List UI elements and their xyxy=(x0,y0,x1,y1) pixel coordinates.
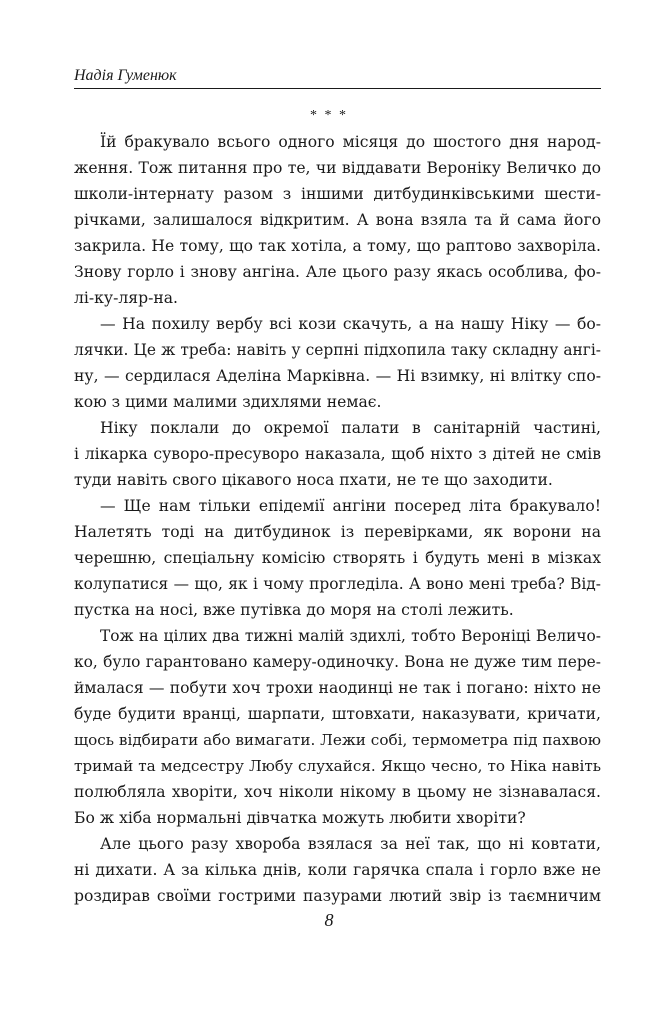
text-line: Їй бракувало всього одного місяця до шостого дня народ- xyxy=(100,133,601,151)
text-line: пустка на носі, вже путівка до моря на столі лежить. xyxy=(74,601,514,619)
header-rule xyxy=(74,88,601,89)
text-line: Тож на цілих два тижні малій здихлі, тобто Вероніці Величо- xyxy=(100,627,601,645)
paragraph xyxy=(74,129,601,311)
text-line: Бо ж хіба нормальні дівчатка можуть любити хворіти? xyxy=(74,809,526,827)
body-text xyxy=(74,129,601,909)
paragraph xyxy=(74,493,601,623)
running-header-author: Надія Гуменюк xyxy=(74,67,177,84)
text-line: і лікарка суворо-пресуворо наказала, щоб ніхто з дітей не смів xyxy=(74,445,601,463)
text-line: Знову горло і знову ангіна. Але цього разу якась особлива, фо- xyxy=(74,263,601,281)
text-line: Ніку поклали до окремої палати в санітарній частині, xyxy=(100,419,601,437)
section-separator: * * * xyxy=(310,108,348,123)
text-line: туди навіть свого цікавого носа пхати, не те що заходити. xyxy=(74,471,553,489)
text-line: ко, було гарантовано камеру-одиночку. Вона не дуже тим пере- xyxy=(74,653,601,671)
text-line: — Ще нам тільки епідемії ангіни посеред літа бракувало! xyxy=(100,497,601,515)
text-line: річками, залишалося відкритим. А вона взяла та й сама його xyxy=(74,211,601,229)
text-line: полюбляла хворіти, хоч ніколи нікому в цьому не зізнавалася. xyxy=(74,783,601,801)
text-line: тримай та медсестру Любу слухайся. Якщо чесно, то Ніка навіть xyxy=(74,757,601,775)
text-line: колупатися — що, як і чому прогледіла. А воно мені треба? Від- xyxy=(74,575,601,593)
text-line: закрила. Не тому, що так хотіла, а тому, що раптово захворіла. xyxy=(74,237,601,255)
text-line: кою з цими малими здихлями немає. xyxy=(74,393,382,411)
text-line: Але цього разу хвороба взялася за неї так, що ні ковтати, xyxy=(100,835,601,853)
text-line: лячки. Це ж треба: навіть у серпні підхопила таку складну ангі- xyxy=(74,341,601,359)
text-line: — На похилу вербу всі кози скачуть, а на нашу Ніку — бо- xyxy=(100,315,601,333)
paragraph xyxy=(74,415,601,493)
text-line: ні дихати. А за кілька днів, коли гарячка спала і горло вже не xyxy=(74,861,601,879)
text-line: ну, — сердилася Аделіна Марківна. — Ні взимку, ні влітку спо- xyxy=(74,367,601,385)
text-line: щось відбирати або вимагати. Лежи собі, термометра під пахвою xyxy=(74,731,601,749)
text-line: ження. Тож питання про те, чи віддавати Вероніку Величко до xyxy=(74,159,601,177)
text-line: ймалася — побути хоч трохи наодинці не так і погано: ніхто не xyxy=(74,679,601,697)
page-number: 8 xyxy=(324,910,334,930)
text-line: школи-інтернату разом з іншими дитбудинківськими шести- xyxy=(74,185,601,203)
text-line: Налетять тоді на дитбудинок із перевірками, як ворони на xyxy=(74,523,601,541)
text-line: буде будити вранці, шарпати, штовхати, наказувати, кричати, xyxy=(74,705,601,723)
text-line: роздирав своїми гострими пазурами лютий звір із таємничим xyxy=(74,887,601,905)
paragraph xyxy=(74,623,601,831)
paragraph xyxy=(74,311,601,415)
text-line: черешню, спеціальну комісію створять і будуть мені в мізках xyxy=(74,549,601,567)
paragraph xyxy=(74,831,601,909)
text-line: лі-ку-ляр-на. xyxy=(74,289,178,307)
